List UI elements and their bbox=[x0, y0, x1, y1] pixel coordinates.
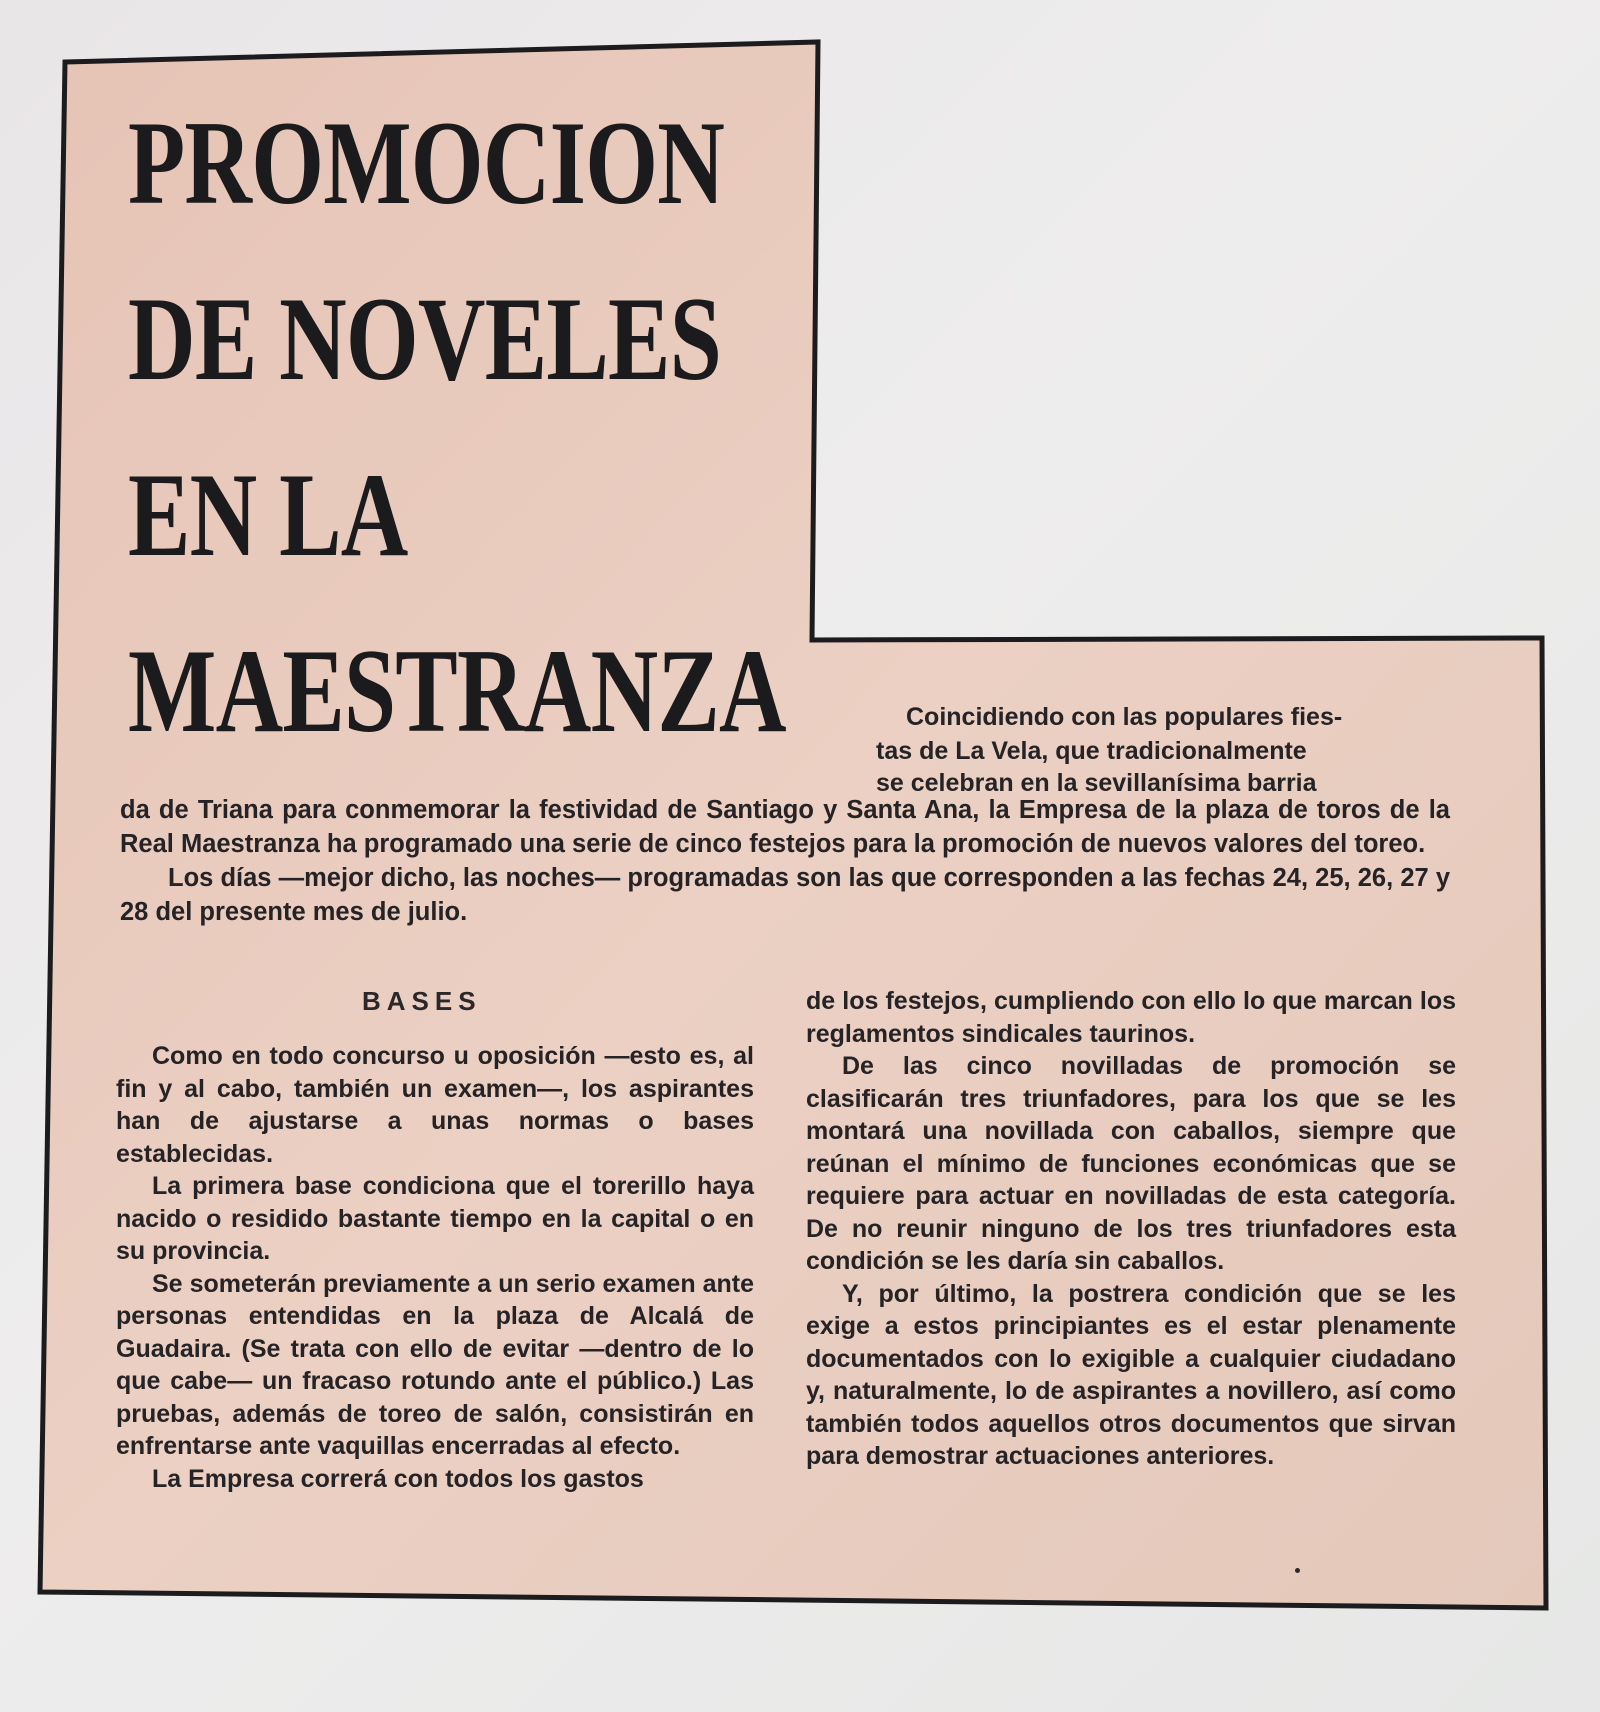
left-paragraph-3: Se someterán previamente a un serio examen ante personas entendidas en la plaza de Alcalá de Guadaira. (Se trata con ello de evitar —dentro de lo que cabe— un fracaso rotundo ante el público.) Las pruebas, además de toreo de salón, consistirán en enfrentarse ante vaquillas encerradas al efecto. bbox=[116, 1269, 754, 1460]
left-paragraph-4: La Empresa correrá con todos los gastos bbox=[152, 1464, 644, 1493]
headline-line-3: EN LA bbox=[128, 448, 408, 581]
left-paragraph-1: Como en todo concurso u oposición —esto es, al fin y al cabo, también un examen—, los aspirantes han de ajustarse a unas normas o bases establecidas. bbox=[116, 1042, 754, 1168]
lead-paragraphs bbox=[120, 793, 1450, 929]
left-paragraph-2: La primera base condiciona que el torerillo haya nacido o residido bastante tiempo en la capital o en su provincia. bbox=[116, 1172, 754, 1265]
lead-line-1: Coincidiendo con las populares fies- bbox=[906, 703, 1343, 731]
right-paragraph-3: Y, por último, la postrera condición que se les exige a estos principiantes es el estar plenamente documentados con lo exigible a cualquier ciudadano y, naturalmente, lo de aspirantes a novillero, así como también todos aquellos otros documentos que sirvan para demostrar actuaciones anteriores. bbox=[806, 1279, 1456, 1470]
ink-speck bbox=[1295, 1568, 1300, 1573]
headline-line-1: PROMOCION bbox=[128, 96, 725, 229]
headline-line-2: DE NOVELES bbox=[128, 272, 721, 405]
right-column bbox=[806, 985, 1456, 1473]
headline-line-4: MAESTRANZA bbox=[128, 624, 786, 757]
lead-second-paragraph: Los días —mejor dicho, las noches— programadas son las que corresponden a las fechas 24, 25, 26, 27 y 28 del presente mes de julio. bbox=[120, 864, 1450, 926]
headline bbox=[128, 75, 971, 779]
right-paragraph-2: De las cinco novilladas de promoción se clasificarán tres triunfadores, para los que se les montará una novillada con caballos, siempre que reúnan el mínimo de funciones económicas que se requiere para actuar en novilladas de esta categoría. De no reunir ninguno de los tres triunfadores esta condición se les daría sin caballos. bbox=[806, 1052, 1456, 1275]
lead-line-3: se celebran en la sevillanísima barria bbox=[876, 769, 1317, 797]
lead-line-2: tas de La Vela, que tradicionalmente bbox=[876, 737, 1307, 765]
left-column bbox=[116, 1040, 754, 1495]
lead-continuation: da de Triana para conmemorar la festividad de Santiago y Santa Ana, la Empresa de la plaza de toros de la Real Maestranza ha programado una serie de cinco festejos para la promoción de nuevos valores del toreo. bbox=[120, 796, 1450, 858]
right-paragraph-1: de los festejos, cumpliendo con ello lo que marcan los reglamentos sindicales taurinos. bbox=[806, 987, 1456, 1048]
section-heading-bases: BASES bbox=[362, 986, 482, 1016]
